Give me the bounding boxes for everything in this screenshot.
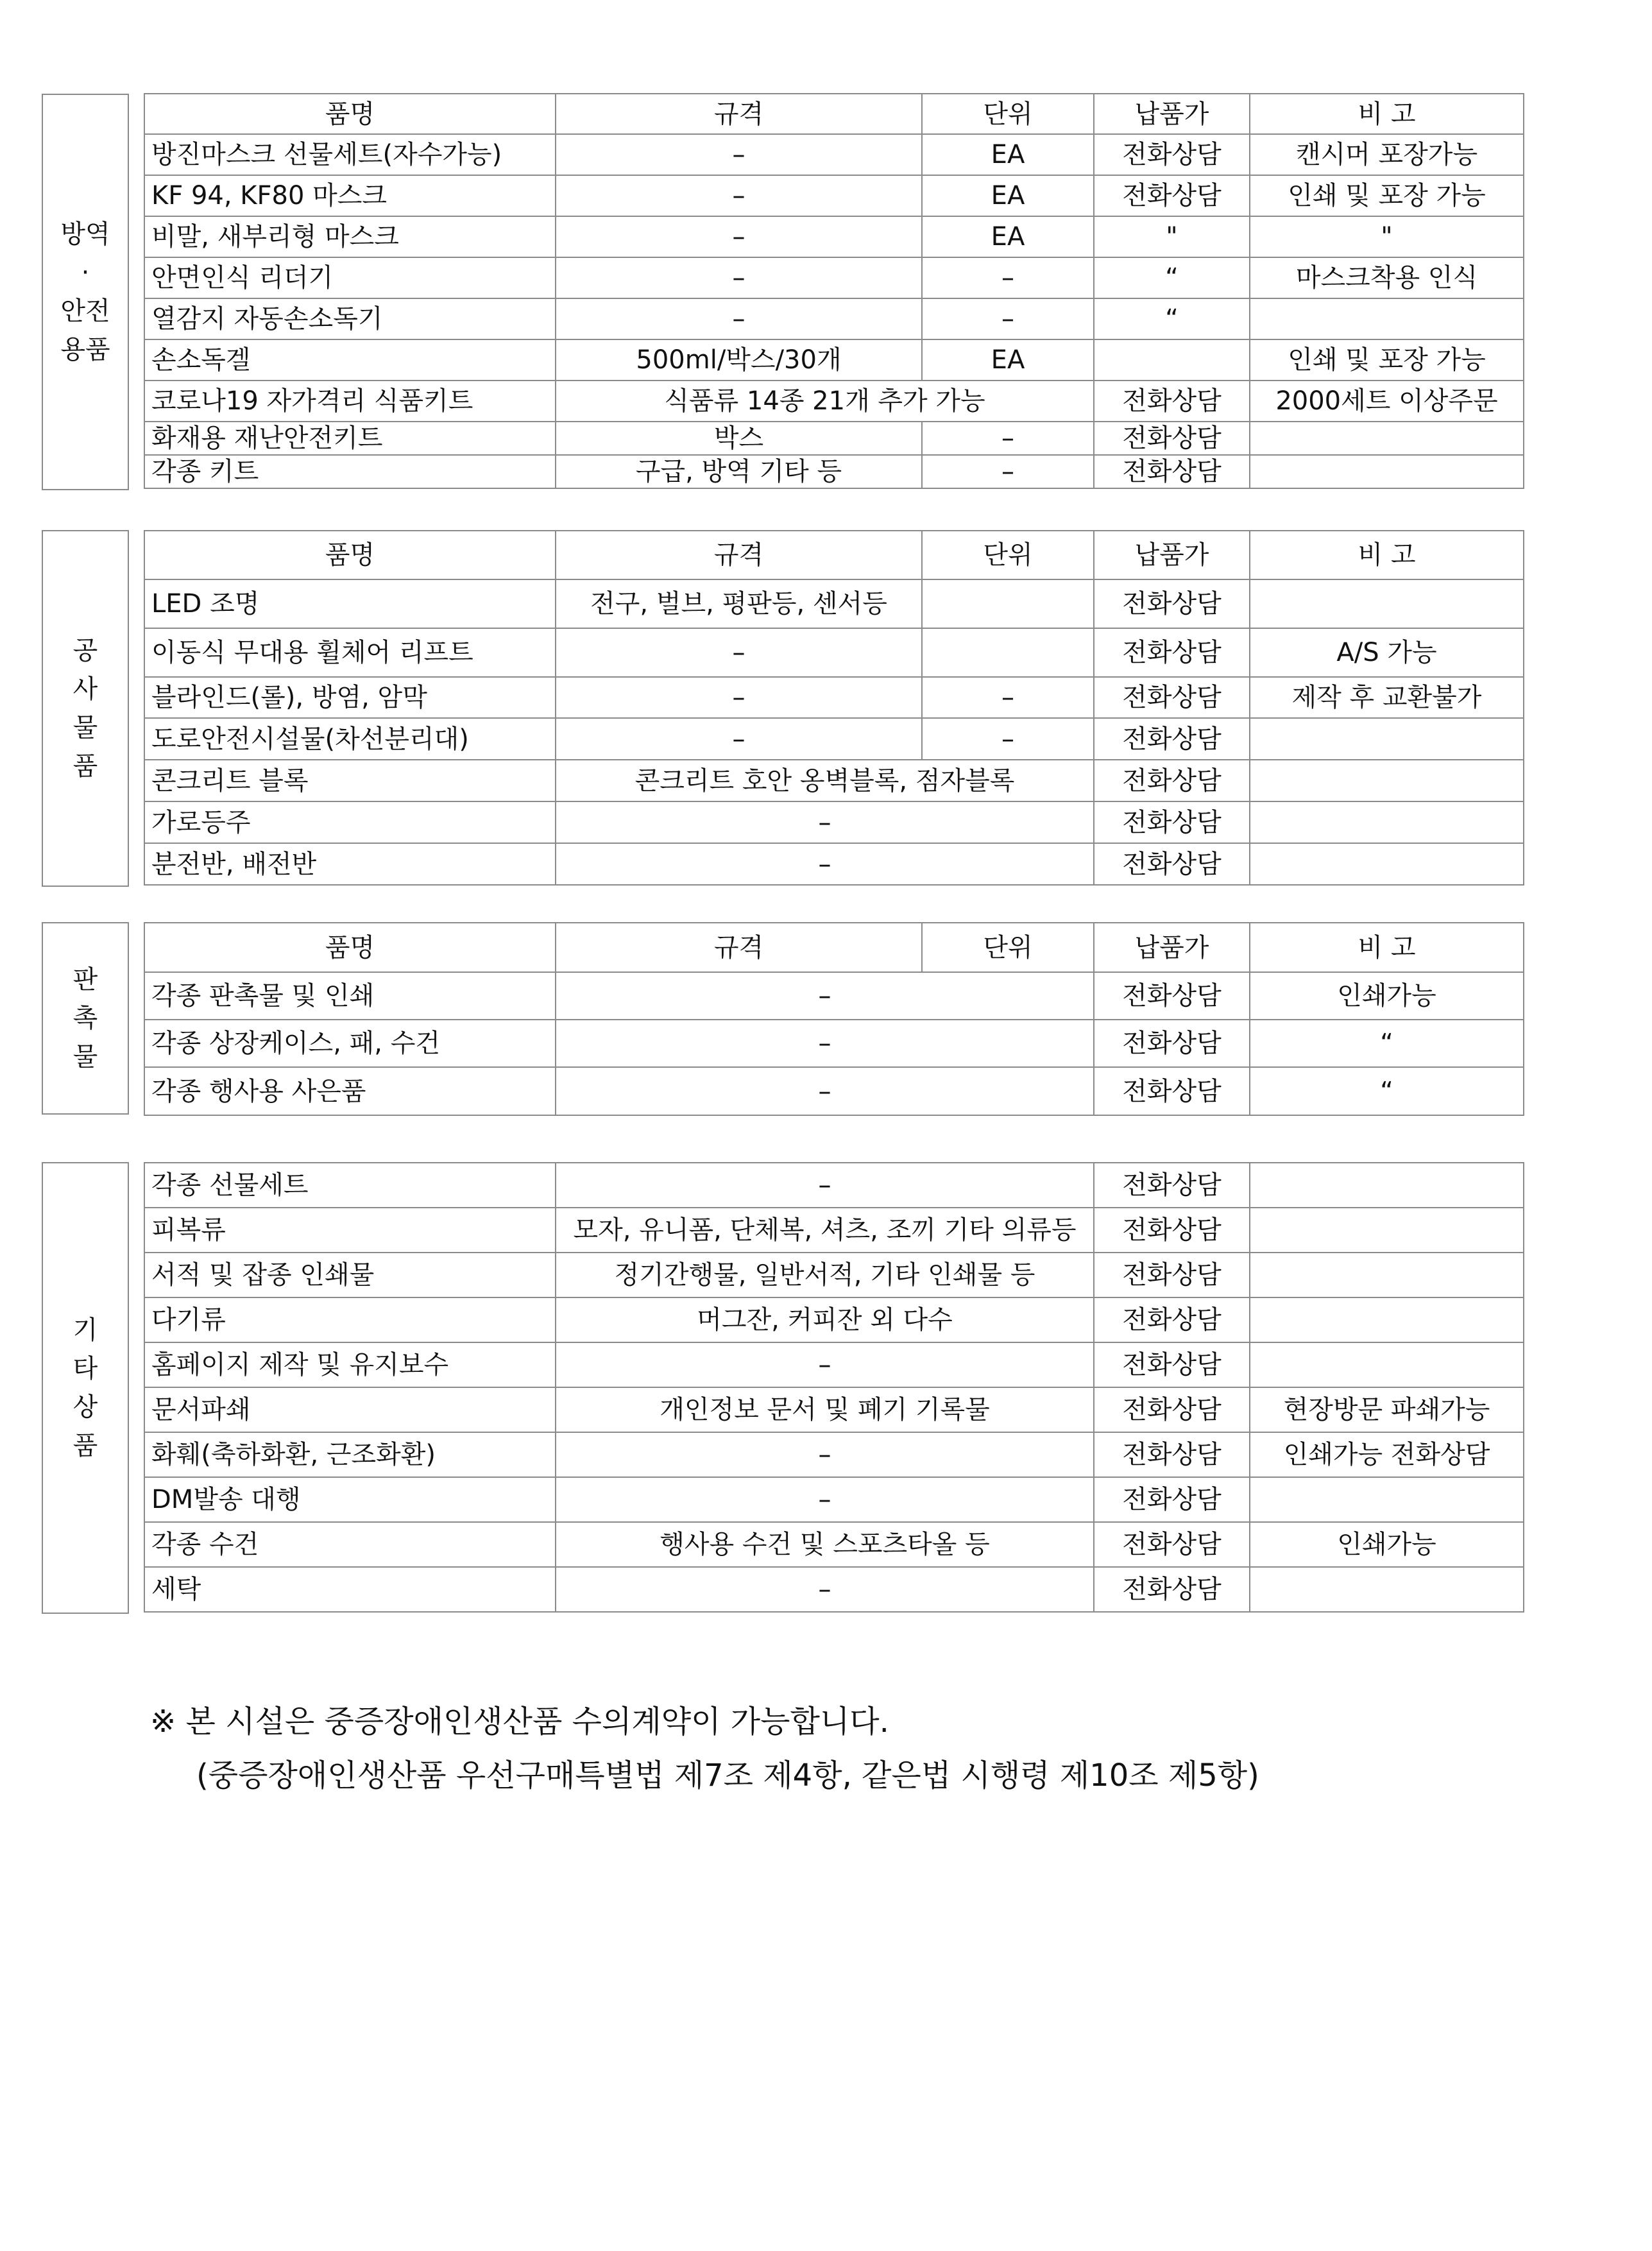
item-name: LED 조명 xyxy=(144,579,556,628)
item-name: 각종 수건 xyxy=(144,1522,556,1567)
item-spec: 콘크리트 호안 옹벽블록, 점자블록 xyxy=(556,760,1094,801)
item-remark: 제작 후 교환불가 xyxy=(1250,677,1524,718)
item-name: 각종 선물세트 xyxy=(144,1163,556,1208)
item-name: 열감지 자동손소독기 xyxy=(144,298,556,339)
table-row xyxy=(144,175,1524,216)
item-spec: 구급, 방역 기타 등 xyxy=(556,455,922,488)
item-price: “ xyxy=(1094,298,1250,339)
table-row xyxy=(144,972,1524,1020)
item-remark xyxy=(1250,1253,1524,1297)
table-row xyxy=(144,718,1524,760)
item-name: KF 94, KF80 마스크 xyxy=(144,175,556,216)
item-remark xyxy=(1250,801,1524,843)
item-name: 각종 행사용 사은품 xyxy=(144,1067,556,1115)
table-row xyxy=(144,455,1524,488)
item-spec: – xyxy=(556,298,922,339)
header-cell: 단위 xyxy=(922,923,1094,972)
table-row xyxy=(144,760,1524,801)
table-row xyxy=(144,1020,1524,1067)
table-row xyxy=(144,216,1524,257)
header-cell: 품명 xyxy=(144,94,556,134)
table-row xyxy=(144,134,1524,175)
table-header-row xyxy=(144,923,1524,972)
item-price: 전화상담 xyxy=(1094,1020,1250,1067)
item-name: 각종 키트 xyxy=(144,455,556,488)
item-name: 이동식 무대용 휠체어 리프트 xyxy=(144,628,556,677)
table-row xyxy=(144,1342,1524,1387)
table-row xyxy=(144,1432,1524,1477)
item-unit: – xyxy=(922,677,1094,718)
item-price: 전화상담 xyxy=(1094,1387,1250,1432)
item-unit: – xyxy=(922,298,1094,339)
item-name: 화훼(축하화환, 근조화환) xyxy=(144,1432,556,1477)
item-spec: – xyxy=(556,1567,1094,1612)
item-remark xyxy=(1250,760,1524,801)
item-price: 전화상담 xyxy=(1094,175,1250,216)
table-header-row xyxy=(144,94,1524,134)
table-row xyxy=(144,257,1524,298)
item-spec: – xyxy=(556,257,922,298)
item-unit xyxy=(922,628,1094,677)
header-cell: 비 고 xyxy=(1250,531,1524,579)
table-row xyxy=(144,677,1524,718)
table-row xyxy=(144,579,1524,628)
item-price: 전화상담 xyxy=(1094,1432,1250,1477)
item-unit: EA xyxy=(922,134,1094,175)
item-name: 코로나19 자가격리 식품키트 xyxy=(144,381,556,422)
table-row xyxy=(144,1253,1524,1297)
item-name: 블라인드(롤), 방염, 암막 xyxy=(144,677,556,718)
item-price: 전화상담 xyxy=(1094,1297,1250,1342)
item-spec: 500ml/박스/30개 xyxy=(556,339,922,381)
item-name: 콘크리트 블록 xyxy=(144,760,556,801)
item-price: 전화상담 xyxy=(1094,1067,1250,1115)
item-remark: “ xyxy=(1250,1067,1524,1115)
item-spec: – xyxy=(556,1163,1094,1208)
item-remark xyxy=(1250,298,1524,339)
header-cell: 납품가 xyxy=(1094,94,1250,134)
header-cell: 품명 xyxy=(144,531,556,579)
item-spec: – xyxy=(556,972,1094,1020)
item-name: 가로등주 xyxy=(144,801,556,843)
item-price: 전화상담 xyxy=(1094,801,1250,843)
item-unit: – xyxy=(922,257,1094,298)
item-remark xyxy=(1250,1567,1524,1612)
item-remark xyxy=(1250,1163,1524,1208)
item-remark: 마스크착용 인식 xyxy=(1250,257,1524,298)
item-spec: – xyxy=(556,677,922,718)
section-label-promotional: 판 촉 물 xyxy=(42,922,129,1115)
item-name: DM발송 대행 xyxy=(144,1477,556,1522)
header-cell: 납품가 xyxy=(1094,531,1250,579)
item-spec: – xyxy=(556,1067,1094,1115)
item-remark: 현장방문 파쇄가능 xyxy=(1250,1387,1524,1432)
table-header-row xyxy=(144,531,1524,579)
item-remark xyxy=(1250,1297,1524,1342)
item-spec: – xyxy=(556,216,922,257)
item-remark: 인쇄가능 전화상담 xyxy=(1250,1432,1524,1477)
item-remark xyxy=(1250,843,1524,885)
item-spec: – xyxy=(556,1020,1094,1067)
item-remark xyxy=(1250,1477,1524,1522)
item-price: 전화상담 xyxy=(1094,628,1250,677)
item-remark xyxy=(1250,1342,1524,1387)
item-name: 각종 상장케이스, 패, 수건 xyxy=(144,1020,556,1067)
item-spec: 머그잔, 커피잔 외 다수 xyxy=(556,1297,1094,1342)
item-spec: – xyxy=(556,628,922,677)
item-price: 전화상담 xyxy=(1094,1342,1250,1387)
item-spec: 전구, 벌브, 평판등, 센서등 xyxy=(556,579,922,628)
header-cell: 비 고 xyxy=(1250,923,1524,972)
other-goods-table xyxy=(144,1162,1524,1613)
item-price: 전화상담 xyxy=(1094,677,1250,718)
table-row xyxy=(144,1477,1524,1522)
item-name: 각종 판촉물 및 인쇄 xyxy=(144,972,556,1020)
section-label-quarantine: 방역 · 안전 용품 xyxy=(42,94,129,490)
table-row xyxy=(144,628,1524,677)
header-cell: 규격 xyxy=(556,94,922,134)
item-name: 홈페이지 제작 및 유지보수 xyxy=(144,1342,556,1387)
item-price xyxy=(1094,339,1250,381)
table-row xyxy=(144,339,1524,381)
item-price: 전화상담 xyxy=(1094,381,1250,422)
table-row xyxy=(144,1297,1524,1342)
item-remark: 인쇄가능 xyxy=(1250,1522,1524,1567)
item-price: 전화상담 xyxy=(1094,1522,1250,1567)
table-row xyxy=(144,1522,1524,1567)
item-remark: 2000세트 이상주문 xyxy=(1250,381,1524,422)
legal-reference-note: (중증장애인생산품 우선구매특별법 제7조 제4항, 같은법 시행령 제10조 제5항) xyxy=(196,1758,1259,1793)
item-spec: – xyxy=(556,1342,1094,1387)
item-remark xyxy=(1250,422,1524,455)
section-label-other: 기 타 상 품 xyxy=(42,1162,129,1614)
header-cell: 비 고 xyxy=(1250,94,1524,134)
item-name: 도로안전시설물(차선분리대) xyxy=(144,718,556,760)
item-spec: – xyxy=(556,134,922,175)
item-name: 문서파쇄 xyxy=(144,1387,556,1432)
item-price: 전화상담 xyxy=(1094,718,1250,760)
table-row xyxy=(144,1567,1524,1612)
item-spec: – xyxy=(556,175,922,216)
item-name: 다기류 xyxy=(144,1297,556,1342)
item-name: 비말, 새부리형 마스크 xyxy=(144,216,556,257)
table-row xyxy=(144,1208,1524,1253)
item-price: 전화상담 xyxy=(1094,579,1250,628)
item-spec: – xyxy=(556,718,922,760)
table-row xyxy=(144,1067,1524,1115)
item-price: 전화상담 xyxy=(1094,760,1250,801)
item-spec: – xyxy=(556,843,1094,885)
item-remark xyxy=(1250,455,1524,488)
item-spec: – xyxy=(556,1432,1094,1477)
item-price: 전화상담 xyxy=(1094,1163,1250,1208)
item-name: 안면인식 리더기 xyxy=(144,257,556,298)
table-row xyxy=(144,801,1524,843)
header-cell: 품명 xyxy=(144,923,556,972)
item-spec: – xyxy=(556,1477,1094,1522)
item-price: 전화상담 xyxy=(1094,1567,1250,1612)
item-price: 전화상담 xyxy=(1094,843,1250,885)
item-unit: EA xyxy=(922,175,1094,216)
item-price: 전화상담 xyxy=(1094,1477,1250,1522)
header-cell: 규격 xyxy=(556,923,922,972)
item-name: 손소독겔 xyxy=(144,339,556,381)
item-name: 세탁 xyxy=(144,1567,556,1612)
item-remark: 인쇄 및 포장 가능 xyxy=(1250,175,1524,216)
item-price: 전화상담 xyxy=(1094,422,1250,455)
item-price: “ xyxy=(1094,257,1250,298)
item-spec: – xyxy=(556,801,1094,843)
item-remark: A/S 가능 xyxy=(1250,628,1524,677)
table-row xyxy=(144,1163,1524,1208)
item-remark: 캔시머 포장가능 xyxy=(1250,134,1524,175)
item-remark: 인쇄 및 포장 가능 xyxy=(1250,339,1524,381)
item-spec: 정기간행물, 일반서적, 기타 인쇄물 등 xyxy=(556,1253,1094,1297)
item-name: 화재용 재난안전키트 xyxy=(144,422,556,455)
table-row xyxy=(144,381,1524,422)
item-spec: 박스 xyxy=(556,422,922,455)
item-name: 분전반, 배전반 xyxy=(144,843,556,885)
item-remark xyxy=(1250,1208,1524,1253)
item-unit: EA xyxy=(922,339,1094,381)
item-price: 전화상담 xyxy=(1094,1253,1250,1297)
item-remark xyxy=(1250,718,1524,760)
item-name: 서적 및 잡종 인쇄물 xyxy=(144,1253,556,1297)
item-spec: 개인정보 문서 및 폐기 기록물 xyxy=(556,1387,1094,1432)
table-row xyxy=(144,843,1524,885)
item-unit: – xyxy=(922,422,1094,455)
item-name: 피복류 xyxy=(144,1208,556,1253)
item-unit: – xyxy=(922,718,1094,760)
item-price: 전화상담 xyxy=(1094,1208,1250,1253)
section-label-construction: 공 사 물 품 xyxy=(42,530,129,887)
contract-note: ※ 본 시설은 중증장애인생산품 수의계약이 가능합니다. xyxy=(150,1704,889,1740)
construction-table xyxy=(144,530,1524,886)
item-price: 전화상담 xyxy=(1094,455,1250,488)
item-unit: EA xyxy=(922,216,1094,257)
item-name: 방진마스크 선물세트(자수가능) xyxy=(144,134,556,175)
item-price: 전화상담 xyxy=(1094,134,1250,175)
table-row xyxy=(144,1387,1524,1432)
item-remark xyxy=(1250,579,1524,628)
promotional-table xyxy=(144,922,1524,1116)
item-spec: 모자, 유니폼, 단체복, 셔츠, 조끼 기타 의류등 xyxy=(556,1208,1094,1253)
header-cell: 납품가 xyxy=(1094,923,1250,972)
item-remark: 인쇄가능 xyxy=(1250,972,1524,1020)
quarantine-table xyxy=(144,93,1524,489)
table-row xyxy=(144,298,1524,339)
item-remark: “ xyxy=(1250,1020,1524,1067)
item-price: 전화상담 xyxy=(1094,972,1250,1020)
item-spec: 행사용 수건 및 스포츠타올 등 xyxy=(556,1522,1094,1567)
item-remark: " xyxy=(1250,216,1524,257)
item-unit xyxy=(922,579,1094,628)
header-cell: 규격 xyxy=(556,531,922,579)
item-unit: – xyxy=(922,455,1094,488)
table-row xyxy=(144,422,1524,455)
header-cell: 단위 xyxy=(922,531,1094,579)
item-spec: 식품류 14종 21개 추가 가능 xyxy=(556,381,1094,422)
item-price: " xyxy=(1094,216,1250,257)
header-cell: 단위 xyxy=(922,94,1094,134)
